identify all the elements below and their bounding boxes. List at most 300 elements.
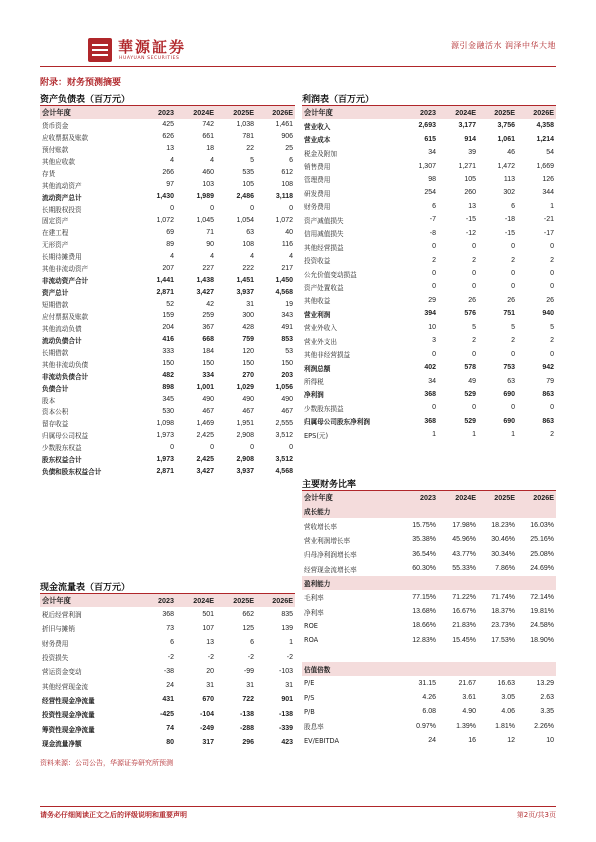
cell-value: 3,427 [196,467,214,475]
column-header-label: 会计年度 [302,106,398,119]
table-row [40,429,295,441]
cell-value: 18.23% [491,522,515,530]
cell-value: 5 [511,323,515,331]
cell-value: 4 [289,252,293,260]
cell-value: 1,054 [236,216,254,224]
cell-value: 1.81% [495,722,515,730]
table-header-row [40,106,295,119]
cell-value: 24.69% [530,565,554,573]
cell-value: 467 [242,407,254,415]
cell-value: 71.22% [452,593,476,601]
table-row [40,453,295,465]
cell-value: -7 [429,216,436,224]
cell-value: 835 [281,610,293,618]
table-row [40,322,295,334]
table-row [40,179,295,191]
row-label: ROA [304,636,319,645]
cell-value: 490 [281,396,293,404]
cell-value: 19.81% [530,608,554,616]
cell-value: 2 [432,256,436,264]
cell-value: 63 [246,228,254,236]
cell-value: 6 [511,202,515,210]
balance-sheet-title: 资产负债表（百万元） [40,95,131,105]
cell-value: 97 [166,181,174,189]
cell-value: 150 [202,360,214,368]
table-row [302,132,556,145]
cell-value: 906 [281,133,293,141]
cell-value: 529 [464,417,476,425]
cell-value: 423 [281,739,293,747]
table-row [302,428,556,441]
row-label: 归属母公司权益 [42,432,89,441]
cell-value: 6 [250,639,254,647]
cell-value: 0.97% [416,722,436,730]
cell-value: 1,951 [236,419,254,427]
cell-value: 31.15 [418,679,436,687]
cell-value: 227 [202,264,214,272]
cell-value: 49 [468,377,476,385]
cell-value: 150 [162,360,174,368]
cell-value: 690 [503,390,515,398]
table-row [302,173,556,186]
row-label: 流动资产总计 [42,193,82,202]
row-label: 毛利率 [304,594,324,603]
cell-value: 18 [206,145,214,153]
table-row [40,215,295,227]
cell-value: 0 [472,283,476,291]
table-row [40,298,295,310]
cell-value: 53 [285,348,293,356]
table-row [40,406,295,418]
cell-value: 4.26 [422,694,436,702]
row-label: 短期借款 [42,301,69,310]
cell-value: 71.74% [491,593,515,601]
cell-value: 31 [285,682,293,690]
cell-value: 661 [202,133,214,141]
row-label: 营业外收入 [304,324,337,333]
cell-value: 302 [503,189,515,197]
table-row [302,604,556,618]
cell-value: 10 [546,737,554,745]
cell-value: 6 [432,202,436,210]
cell-value: 29 [428,296,436,304]
cell-value: 60.30% [412,565,436,573]
cell-value: 30.46% [491,536,515,544]
row-label: 投资收益 [304,257,331,266]
column-header-year: 2026E [256,594,295,607]
cell-value: -2 [247,653,254,661]
table-row [40,286,295,298]
cell-value [398,504,438,518]
table-row [302,705,556,719]
row-label: 经营现金流增长率 [304,565,357,574]
cell-value: 73 [166,624,174,632]
ratios-title: 主要财务比率 [302,480,357,490]
cell-value: 203 [281,372,293,380]
cell-value: 23.73% [491,622,515,630]
cell-value: 2 [511,256,515,264]
cell-value [398,647,438,661]
cell-value: 1,450 [275,276,293,284]
table-row [40,226,295,238]
column-header-year: 2025E [216,594,256,607]
row-label: 少数股东权益 [42,444,82,453]
page-header [40,36,556,70]
cell-value: 25 [285,145,293,153]
cell-value: 368 [162,610,174,618]
cell-value: 751 [503,310,515,318]
row-label: 折旧与摊销 [42,625,75,634]
table-row [302,213,556,226]
table-row [302,719,556,733]
row-label: EPS(元) [304,431,329,440]
cell-value: 259 [202,312,214,320]
row-label: P/B [304,707,315,716]
cell-value: 13 [468,202,476,210]
cell-value: 1,461 [275,121,293,129]
company-logo [88,36,228,66]
cell-value: 2 [511,337,515,345]
cell-value: 0 [289,205,293,213]
row-label: 净利率 [304,608,324,617]
cell-value [398,662,438,676]
row-label: 税金及附加 [304,149,337,158]
cell-value: -18 [504,216,515,224]
row-label [302,647,398,661]
table-row [40,394,295,406]
cell-value: 266 [162,169,174,177]
table-row [302,374,556,387]
cell-value: 90 [206,240,214,248]
row-label: 其他非经营损益 [304,351,351,360]
column-header-year: 2025E [478,106,517,119]
cell-value: 530 [162,407,174,415]
cell-value [478,504,517,518]
row-label: ROE [304,621,318,630]
cell-value [517,576,556,590]
cell-value: 24 [428,737,436,745]
row-label: 其他收益 [304,297,331,306]
cell-value: 24 [166,682,174,690]
cell-value [478,576,517,590]
row-label: 营业利润 [304,310,331,319]
table-row [40,721,295,735]
cell-value: 2,871 [156,467,174,475]
income-statement-title: 利润表（百万元） [302,95,375,105]
row-label: 流动负债合计 [42,336,82,345]
cell-value: 63 [507,377,515,385]
cell-value: 1,056 [275,384,293,392]
cell-value: 0 [250,205,254,213]
table-row [302,647,556,661]
table-row [40,346,295,358]
row-label: 资产减值损失 [304,216,344,225]
cell-value: 662 [242,610,254,618]
cell-value: 0 [472,243,476,251]
row-label: 成长能力 [302,504,398,518]
cell-value: 781 [242,133,254,141]
cell-value [438,504,478,518]
cell-value: 2,908 [236,431,254,439]
cell-value: 0 [250,443,254,451]
table-row [302,334,556,347]
cell-value: 467 [202,407,214,415]
cell-value: 34 [428,149,436,157]
footer-divider [40,806,556,807]
cell-value: 3,937 [236,288,254,296]
table-row [40,678,295,692]
cell-value: 42 [206,300,214,308]
cell-value: 108 [281,181,293,189]
section-title: 附录：财务预测摘要 [40,78,122,88]
cell-value: -99 [243,667,254,675]
cell-value: 940 [542,310,554,318]
row-label: 长期待摊费用 [42,253,82,262]
row-label: 其他应收款 [42,157,75,166]
column-header-label: 会计年度 [40,594,137,607]
row-label: 非流动负债合计 [42,372,89,381]
cell-value: 394 [424,310,436,318]
cell-value [517,662,556,676]
cell-value: 1,451 [236,276,254,284]
row-label: 投资损失 [42,654,69,663]
cell-value: 1,430 [156,193,174,201]
cell-value: -425 [159,710,174,718]
cell-value: 501 [202,610,214,618]
footer-disclaimer: 请务必仔细阅读正文之后的评级说明和重要声明 [40,811,187,819]
table-row [40,310,295,322]
cell-value: 334 [202,372,214,380]
table-row [40,370,295,382]
cell-value: 16 [468,737,476,745]
table-row [40,191,295,203]
cell-value: 5 [550,323,554,331]
cell-value: 31 [246,300,254,308]
cell-value: 722 [242,696,254,704]
table-row [40,465,295,477]
table-row [302,633,556,647]
cell-value: 21.83% [452,622,476,630]
cell-value: 1,973 [156,455,174,463]
cell-value [517,647,556,661]
cell-value: 1,271 [458,162,476,170]
cell-value: 1,989 [196,193,214,201]
cell-value: 490 [242,396,254,404]
cell-value: 1,029 [236,384,254,392]
cell-value: 1,061 [497,135,515,143]
cell-value: 0 [472,404,476,412]
income-statement-table [302,106,556,442]
cell-value: 222 [242,264,254,272]
cell-value: 15.75% [412,522,436,530]
cell-value: 16.67% [452,608,476,616]
table-row [40,203,295,215]
row-label: 负债和股东权益合计 [42,468,102,477]
cell-value: 425 [162,121,174,129]
table-row [40,417,295,429]
cell-value: 13 [206,639,214,647]
cash-flow-table [40,594,295,750]
cell-value: 5 [472,323,476,331]
cell-value: 159 [162,312,174,320]
table-row [302,267,556,280]
column-header-year: 2023 [137,594,176,607]
table-row [40,119,295,131]
cell-value: 126 [542,175,554,183]
cell-value: 4 [210,252,214,260]
cell-value: 1,214 [536,135,554,143]
cell-value: 4,568 [275,467,293,475]
cell-value: 13.68% [412,608,436,616]
cell-value: 1 [472,431,476,439]
cell-value: 668 [202,336,214,344]
row-label: 税后经营利润 [42,611,82,620]
cell-value: -138 [278,710,293,718]
cell-value: 25.08% [530,550,554,558]
table-row [302,294,556,307]
table-row [40,621,295,635]
row-label: 负债合计 [42,384,69,393]
cell-value: 45.96% [452,536,476,544]
cell-value: 17.53% [491,636,515,644]
cell-value: 626 [162,133,174,141]
cell-value: 0 [511,243,515,251]
cell-value: 5 [250,157,254,165]
cell-value: 3,427 [196,288,214,296]
table-row [302,734,556,748]
cell-value: -2 [167,653,174,661]
row-label: 信用减值损失 [304,230,344,239]
cell-value: 34 [428,377,436,385]
logo-subtext: HUAYUAN SECURITIES [119,56,180,61]
cell-value: 18.66% [412,622,436,630]
table-row [40,155,295,167]
cell-value: 416 [162,336,174,344]
row-label: 留存收益 [42,420,69,429]
cell-value: 0 [210,443,214,451]
table-row [40,334,295,346]
row-label: 应收票据及账款 [42,133,89,142]
table-row [302,504,556,518]
table-row [302,401,556,414]
balance-sheet-table [40,106,295,477]
cell-value: 6.08 [422,708,436,716]
cell-value: 0 [550,404,554,412]
cell-value: 460 [202,169,214,177]
table-row [40,167,295,179]
cell-value: 467 [281,407,293,415]
cell-value: 55.33% [452,565,476,573]
cell-value: 260 [464,189,476,197]
cell-value: 3.05 [501,694,515,702]
cell-value: 89 [166,240,174,248]
row-label: 管理费用 [304,176,331,185]
cell-value: -8 [429,229,436,237]
row-label: 股息率 [304,723,324,732]
cell-value: 4,358 [536,122,554,130]
data-source-note: 资料来源：公司公告，华源证券研究所预测 [40,759,173,767]
cell-value: 344 [542,189,554,197]
column-header-year: 2026E [517,106,556,119]
row-label: 盈利能力 [302,576,398,590]
cell-value: 24.58% [530,622,554,630]
cell-value: 0 [432,243,436,251]
table-row [40,636,295,650]
cell-value: 901 [281,696,293,704]
cell-value: 333 [162,348,174,356]
cell-value: 40 [285,228,293,236]
cell-value: 343 [281,312,293,320]
cell-value: 139 [281,624,293,632]
cell-value: 46 [507,149,515,157]
row-label: 投资性现金净流量 [42,711,95,720]
cell-value: 13.29 [536,679,554,687]
cell-value: 1 [511,431,515,439]
cell-value: 368 [424,417,436,425]
cell-value: 1,973 [156,431,174,439]
cell-value [478,647,517,661]
cell-value: 3,512 [275,431,293,439]
cell-value: 898 [162,384,174,392]
cell-value: 535 [242,169,254,177]
row-label: 销售费用 [304,163,331,172]
row-label: 在建工程 [42,229,69,238]
table-row [40,736,295,750]
row-label: 营业成本 [304,136,331,145]
row-label: 所得税 [304,378,324,387]
row-label: 财务费用 [42,639,69,648]
cell-value: 0 [511,350,515,358]
cell-value: -2 [207,653,214,661]
cell-value: 863 [542,417,554,425]
cell-value: 2,486 [236,193,254,201]
cell-value: 0 [550,243,554,251]
row-label: 营运资金变动 [42,668,82,677]
cell-value: 2,871 [156,288,174,296]
cell-value: 125 [242,624,254,632]
cell-value: 529 [464,390,476,398]
table-row [302,307,556,320]
cell-value: 942 [542,364,554,372]
row-label: 其他非流动资产 [42,265,89,274]
column-header-label: 会计年度 [302,491,398,504]
cell-value: 4.90 [462,708,476,716]
cell-value: -103 [278,667,293,675]
cell-value: 22 [246,145,254,153]
cell-value: 863 [542,390,554,398]
row-label: 筹资性现金净流量 [42,725,95,734]
row-label: 研发费用 [304,189,331,198]
row-label: 资产处置收益 [304,283,344,292]
logo-text: 華源証券 [118,38,187,56]
cell-value: 1,438 [196,276,214,284]
row-label: 利润总额 [304,364,331,373]
cell-value: -104 [199,710,214,718]
cell-value [478,662,517,676]
cell-value: 116 [281,240,293,248]
cell-value: 317 [202,739,214,747]
cell-value: 300 [242,312,254,320]
cell-value: 19 [285,300,293,308]
cell-value: 39 [468,149,476,157]
row-label: 营业利润增长率 [304,536,351,545]
table-row [302,662,556,676]
cell-value: 367 [202,324,214,332]
cell-value: 26 [468,296,476,304]
row-label: 营业外支出 [304,337,337,346]
cell-value: 71 [206,228,214,236]
cell-value: 612 [281,169,293,177]
